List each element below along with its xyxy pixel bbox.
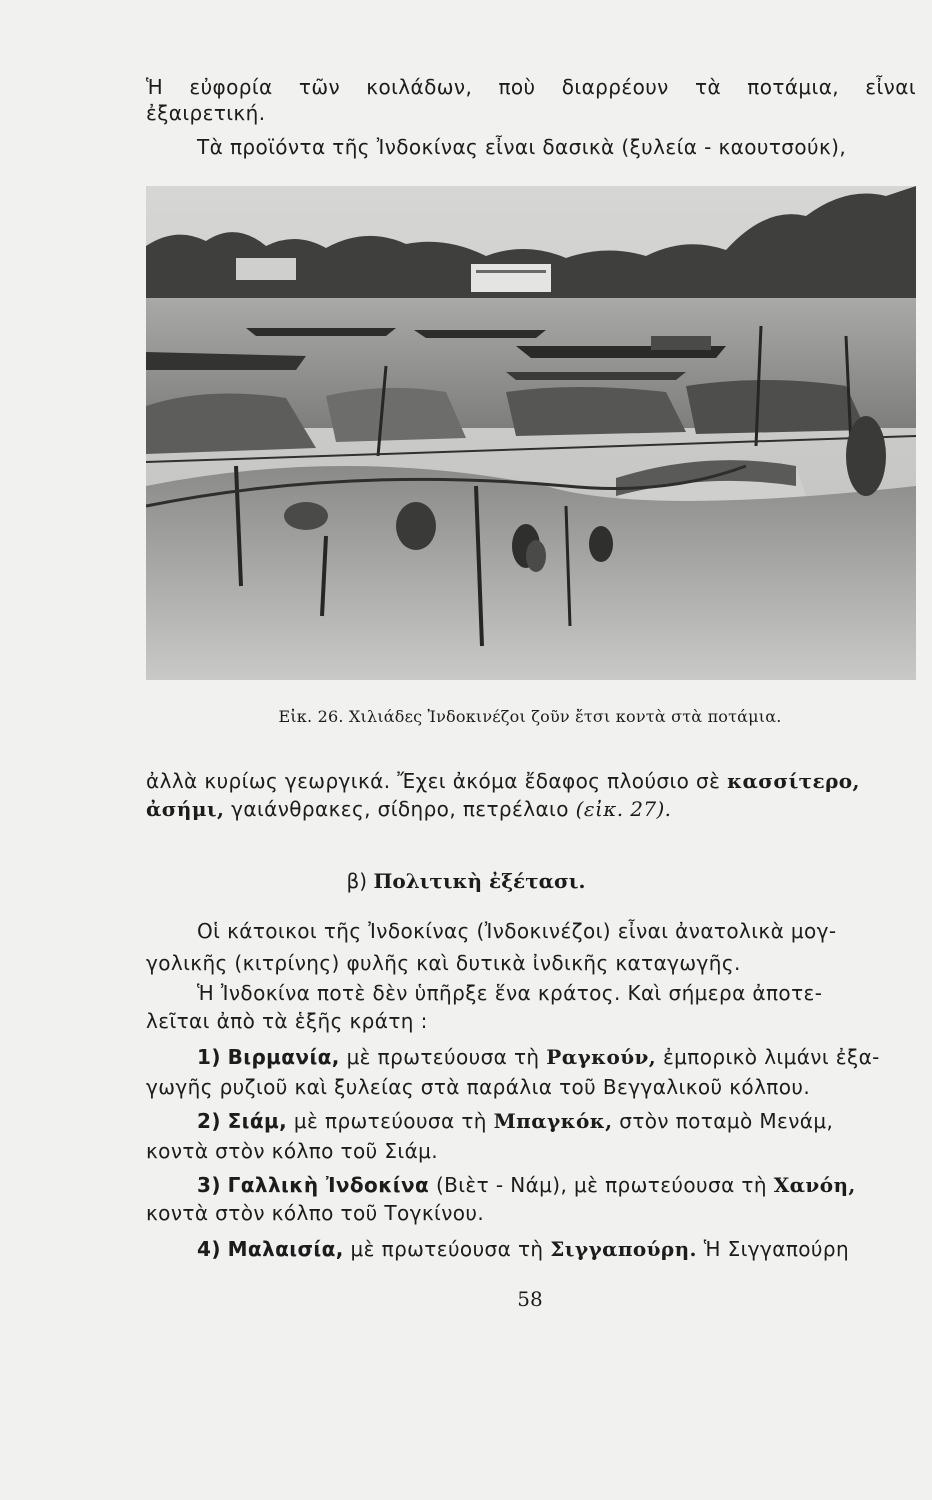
state-text: ἐμπορικὸ λιμάνι ἐξα- xyxy=(662,1045,880,1069)
keyword-tin: κασσίτερο, xyxy=(727,769,860,793)
paragraph-3-text: ἀλλὰ κυρίως γεωργικά. Ἔχει ἀκόμα ἔδαφος πλούσιο σὲ xyxy=(146,769,721,793)
state-text: (Βιὲτ - Νάμ), μὲ πρωτεύουσα τὴ xyxy=(435,1173,767,1197)
state-text: μὲ πρωτεύουσα τὴ xyxy=(346,1045,540,1069)
paragraph-4-line-1: Οἱ κάτοικοι τῆς Ἰνδοκίνας (Ἰνδοκινέζοι) εἶναι ἀνατολικὰ μογ- xyxy=(197,919,837,943)
state-text: μὲ πρωτεύουσα τὴ xyxy=(293,1109,487,1133)
paragraph-1-line-2: ἐξαιρετική. xyxy=(146,101,266,125)
state-item-2-cont: κοντὰ στὸν κόλπο τοῦ Σιάμ. xyxy=(146,1139,439,1163)
page-number: 58 xyxy=(517,1287,543,1311)
state-text: στὸν ποταμὸ Μενάμ, xyxy=(619,1109,834,1133)
state-item-1 xyxy=(197,1044,916,1070)
paragraph-3-text: γαιάνθρακες, σίδηρο, πετρέλαιο xyxy=(231,797,569,821)
state-item-3-cont: κοντὰ στὸν κόλπο τοῦ Τογκίνου. xyxy=(146,1201,485,1225)
paragraph-5-line-2: λεῖται ἀπὸ τὰ ἑξῆς κράτη : xyxy=(146,1009,428,1033)
state-number: 4) xyxy=(197,1237,221,1261)
section-marker: β) xyxy=(346,869,368,893)
state-capital: Μπαγκόκ, xyxy=(493,1109,613,1133)
state-name: Βιρμανία, xyxy=(227,1045,340,1069)
paragraph-4-line-2: γολικῆς (κιτρίνης) φυλῆς καὶ δυτικὰ ἰνδικῆς καταγωγῆς. xyxy=(146,951,741,975)
state-name: Μαλαισία, xyxy=(227,1237,344,1261)
photo-illustration xyxy=(146,186,916,680)
state-text: Ἡ Σιγγαπούρη xyxy=(703,1237,850,1261)
state-number: 1) xyxy=(197,1045,221,1069)
paragraph-3-line-1 xyxy=(146,768,916,794)
paragraph-3-line-2 xyxy=(146,796,916,822)
state-item-2 xyxy=(197,1108,916,1134)
state-number: 3) xyxy=(197,1173,221,1197)
state-capital: Χανόη, xyxy=(773,1173,856,1197)
state-item-4 xyxy=(197,1236,916,1262)
state-item-1-cont: γωγῆς ρυζιοῦ καὶ ξυλείας στὰ παράλια τοῦ Βεγγαλικοῦ κόλπου. xyxy=(146,1075,811,1099)
state-capital: Σιγγαπούρη. xyxy=(550,1237,697,1261)
paragraph-2-line-1: Τὰ προϊόντα τῆς Ἰνδοκίνας εἶναι δασικὰ (ξυλεία - καουτσούκ), xyxy=(197,135,847,159)
state-name: Σιάμ, xyxy=(227,1109,288,1133)
state-capital: Ραγκούν, xyxy=(546,1045,657,1069)
figure-caption: Εἰκ. 26. Χιλιάδες Ἰνδοκινέζοι ζοῦν ἔτσι κοντὰ στὰ ποτάμια. xyxy=(278,707,782,726)
figure-reference: (εἰκ. 27). xyxy=(575,797,672,821)
paragraph-5-line-1: Ἡ Ἰνδοκίνα ποτὲ δὲν ὑπῆρξε ἕνα κράτος. Καὶ σήμερα ἀποτε- xyxy=(197,981,823,1005)
river-boats-photo xyxy=(146,186,916,680)
section-title: Πολιτικὴ ἐξέτασι. xyxy=(373,869,586,893)
state-name: Γαλλικὴ Ἰνδοκίνα xyxy=(227,1173,430,1197)
state-item-3 xyxy=(197,1172,916,1198)
keyword-silver: ἀσήμι, xyxy=(146,797,225,821)
paragraph-1-line-1: Ἡ εὐφορία τῶν κοιλάδων, ποὺ διαρρέουν τὰ ποτάμια, εἶναι xyxy=(146,75,916,99)
state-number: 2) xyxy=(197,1109,221,1133)
section-heading xyxy=(0,868,932,894)
state-text: μὲ πρωτεύουσα τὴ xyxy=(350,1237,544,1261)
